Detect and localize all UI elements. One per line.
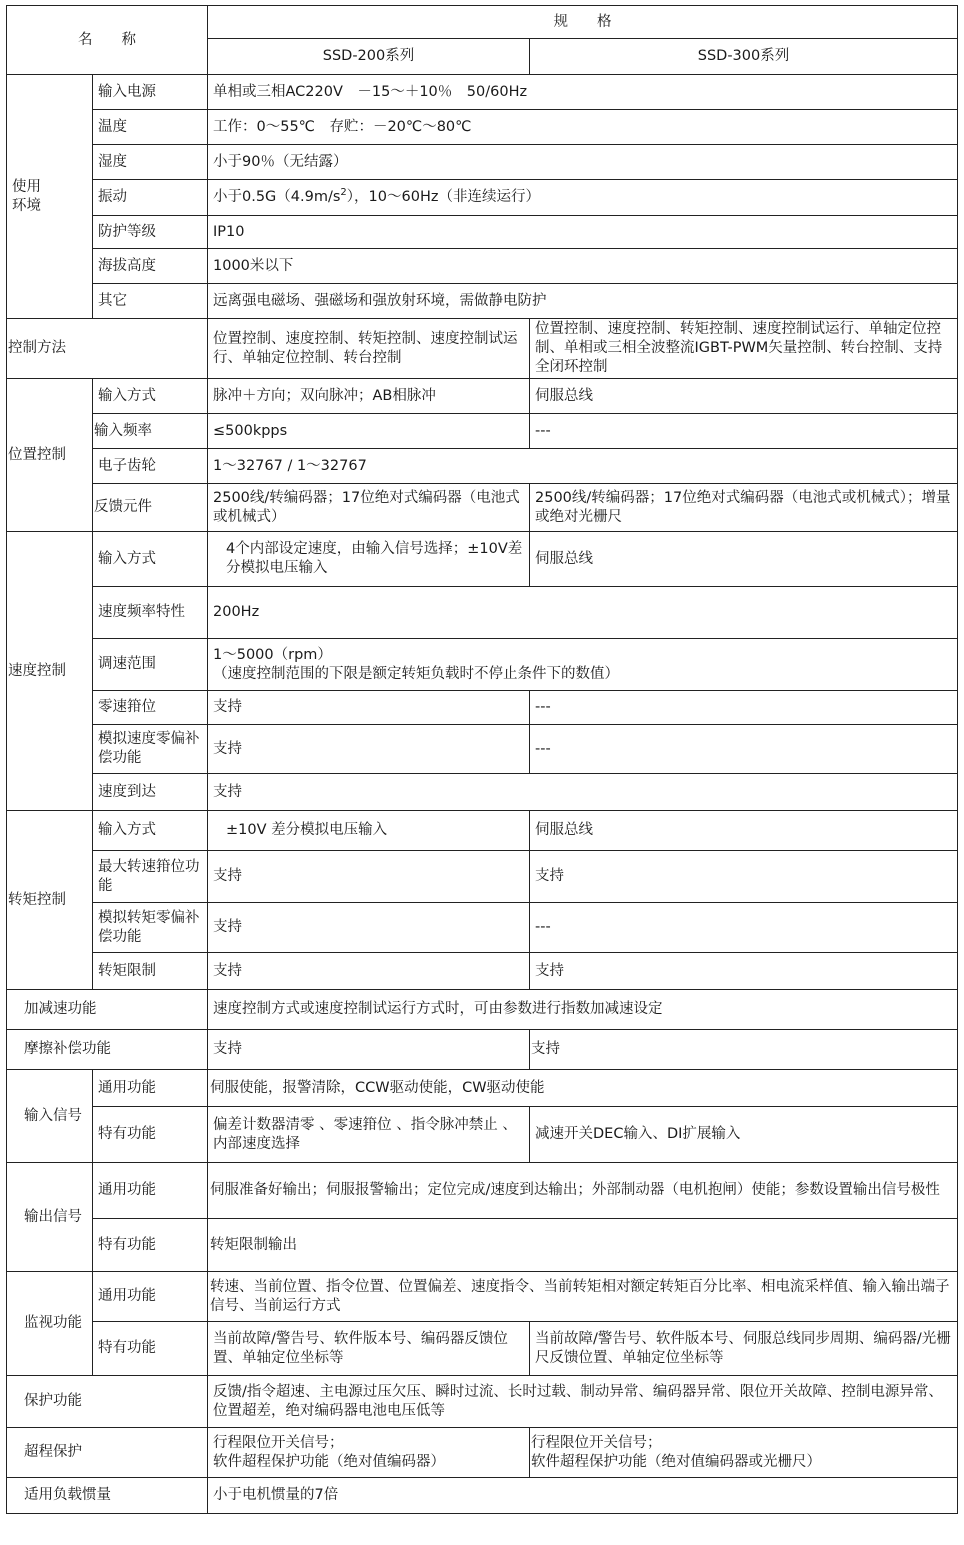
header-ssd200: SSD-200系列 xyxy=(208,39,530,75)
env-other-value: 远离强电磁场、强磁场和强放射环境，需做静电防护 xyxy=(208,284,958,319)
overtravel-ssd300-line-2: 软件超程保护功能（绝对值编码器或光栅尺） xyxy=(531,1453,821,1470)
position-input-mode-200: 脉冲＋方向；双向脉冲；AB相脉冲 xyxy=(208,379,530,414)
position-feedback-label: 反馈元件 xyxy=(93,484,208,532)
torque-label: 转矩控制 xyxy=(7,811,93,990)
env-humidity-label: 湿度 xyxy=(93,145,208,180)
overtravel-ssd200-line-2: 软件超程保护功能（绝对值编码器） xyxy=(213,1453,445,1470)
torque-input-mode-300: 伺服总线 xyxy=(530,811,958,851)
inertia-label: 适用负载惯量 xyxy=(7,1478,208,1514)
position-input-mode-300: 伺服总线 xyxy=(530,379,958,414)
position-label: 位置控制 xyxy=(7,379,93,532)
speed-range-line-1: 1～5000（rpm） xyxy=(213,646,332,663)
env-altitude-label: 海拔高度 xyxy=(93,249,208,284)
speed-zero-clamp-200: 支持 xyxy=(208,691,530,725)
output-signal-special-value: 转矩限制输出 xyxy=(208,1219,958,1272)
position-gear-value: 1～32767 / 1～32767 xyxy=(208,449,958,484)
speed-input-mode-300: 伺服总线 xyxy=(530,532,958,587)
overtravel-ssd200-line-1: 行程限位开关信号； xyxy=(213,1434,344,1451)
overtravel-ssd300 xyxy=(530,1428,958,1478)
inertia-value: 小于电机惯量的7倍 xyxy=(208,1478,958,1514)
env-ip-value: IP10 xyxy=(208,216,958,249)
overtravel-label: 超程保护 xyxy=(7,1428,208,1478)
torque-max-speed-300: 支持 xyxy=(530,851,958,903)
input-signal-special-200: 偏差计数器清零 、零速箝位 、指令脉冲禁止 、 内部速度选择 xyxy=(208,1107,530,1163)
monitor-common-value: 转速、当前位置、指令位置、位置偏差、速度指令、当前转矩相对额定转矩百分比率、相电流采样值、输入输出端子信号、当前运行方式 xyxy=(208,1272,958,1322)
input-signal-common-value: 伺服使能，报警清除，CCW驱动使能，CW驱动使能 xyxy=(208,1070,958,1107)
speed-analog-zero-label: 模拟速度零偏补偿功能 xyxy=(93,725,208,774)
torque-analog-zero-label: 模拟转矩零偏补偿功能 xyxy=(93,903,208,953)
speed-zero-clamp-label: 零速箝位 xyxy=(93,691,208,725)
env-label: 使用 环境 xyxy=(7,75,93,319)
env-vibration-label: 振动 xyxy=(93,180,208,216)
position-gear-label: 电子齿轮 xyxy=(93,449,208,484)
speed-input-mode-label: 输入方式 xyxy=(93,532,208,587)
input-signal-common-label: 通用功能 xyxy=(93,1070,208,1107)
position-input-mode-label: 输入方式 xyxy=(93,379,208,414)
output-signal-special-label: 特有功能 xyxy=(93,1219,208,1272)
header-ssd300: SSD-300系列 xyxy=(530,39,958,75)
env-vibration-value xyxy=(208,180,958,216)
speed-analog-zero-300: --- xyxy=(530,725,958,774)
torque-limit-300: 支持 xyxy=(530,953,958,990)
position-feedback-200: 2500线/转编码器；17位绝对式编码器（电池式或机械式） xyxy=(208,484,530,532)
speed-input-mode-200: 4个内部设定速度，由输入信号选择；±10V差分模拟电压输入 xyxy=(208,532,530,587)
output-signal-label: 输出信号 xyxy=(7,1163,93,1272)
torque-input-mode-200: ±10V 差分模拟电压输入 xyxy=(208,811,530,851)
control-method-label: 控制方法 xyxy=(7,319,208,379)
env-vibration-value-b: ），10～60Hz（非连续运行） xyxy=(346,189,540,205)
env-vibration-value-a: 小于0.5G（4.9m/s xyxy=(213,189,341,205)
friction-label: 摩擦补偿功能 xyxy=(7,1030,208,1070)
torque-analog-zero-200: 支持 xyxy=(208,903,530,953)
input-signal-special-label: 特有功能 xyxy=(93,1107,208,1163)
position-freq-label: 输入频率 xyxy=(93,414,208,449)
overtravel-ssd200 xyxy=(208,1428,530,1478)
env-temp-value: 工作：0～55℃ 存贮：－20℃～80℃ xyxy=(208,110,958,145)
friction-ssd300: 支持 xyxy=(530,1030,958,1070)
header-name: 名 称 xyxy=(7,6,208,75)
monitor-label: 监视功能 xyxy=(7,1272,93,1376)
monitor-special-200: 当前故障/警告号、软件版本号、编码器反馈位置、单轴定位坐标等 xyxy=(208,1322,530,1376)
env-power-label: 输入电源 xyxy=(93,75,208,110)
position-feedback-300: 2500线/转编码器；17位绝对式编码器（电池式或机械式）；增量或绝对光栅尺 xyxy=(530,484,958,532)
speed-zero-clamp-300: --- xyxy=(530,691,958,725)
protection-value: 反馈/指令超速、主电源过压欠压、瞬时过流、长时过载、制动异常、编码器异常、限位开关故障、控制电源异常、位置超差，绝对编码器电池电压低等 xyxy=(208,1376,958,1428)
speed-range-line-2: （速度控制范围的下限是额定转矩负载时不停止条件下的数值） xyxy=(213,665,619,682)
speed-label: 速度控制 xyxy=(7,532,93,811)
env-temp-label: 温度 xyxy=(93,110,208,145)
speed-analog-zero-200: 支持 xyxy=(208,725,530,774)
monitor-common-label: 通用功能 xyxy=(93,1272,208,1322)
accel-value: 速度控制方式或速度控制试运行方式时，可由参数进行指数加减速设定 xyxy=(208,990,958,1030)
env-altitude-value: 1000米以下 xyxy=(208,249,958,284)
env-ip-label: 防护等级 xyxy=(93,216,208,249)
torque-limit-label: 转矩限制 xyxy=(93,953,208,990)
header-spec: 规 格 xyxy=(208,6,958,39)
control-method-ssd300: 位置控制、速度控制、转矩控制、速度控制试运行、单轴定位控制、单相或三相全波整流IGBT-PWM矢量控制、转台控制、支持全闭环控制 xyxy=(530,319,958,379)
speed-reach-label: 速度到达 xyxy=(93,774,208,811)
output-signal-common-value: 伺服准备好输出；伺服报警输出；定位完成/速度到达输出；外部制动器（电机抱闸）使能；参数设置输出信号极性 xyxy=(208,1163,958,1219)
monitor-special-300: 当前故障/警告号、软件版本号、伺服总线同步周期、编码器/光栅尺反馈位置、单轴定位坐标等 xyxy=(530,1322,958,1376)
speed-freq-value: 200Hz xyxy=(208,587,958,639)
torque-analog-zero-300: --- xyxy=(530,903,958,953)
spec-table xyxy=(6,5,958,1514)
input-signal-label: 输入信号 xyxy=(7,1070,93,1163)
speed-range-value xyxy=(208,639,958,691)
monitor-special-label: 特有功能 xyxy=(93,1322,208,1376)
env-vibration-value-sup: 2 xyxy=(340,187,347,199)
speed-reach-value: 支持 xyxy=(208,774,958,811)
position-freq-300: --- xyxy=(530,414,958,449)
position-freq-200: ≤500kpps xyxy=(208,414,530,449)
torque-limit-200: 支持 xyxy=(208,953,530,990)
torque-max-speed-200: 支持 xyxy=(208,851,530,903)
speed-range-label: 调速范围 xyxy=(93,639,208,691)
env-power-value: 单相或三相AC220V －15～＋10％ 50/60Hz xyxy=(208,75,958,110)
env-other-label: 其它 xyxy=(93,284,208,319)
speed-freq-label: 速度频率特性 xyxy=(93,587,208,639)
accel-label: 加减速功能 xyxy=(7,990,208,1030)
control-method-ssd200: 位置控制、速度控制、转矩控制、速度控制试运行、单轴定位控制、转台控制 xyxy=(208,319,530,379)
torque-max-speed-label: 最大转速箝位功能 xyxy=(93,851,208,903)
torque-input-mode-label: 输入方式 xyxy=(93,811,208,851)
friction-ssd200: 支持 xyxy=(208,1030,530,1070)
env-humidity-value: 小于90％（无结露） xyxy=(208,145,958,180)
overtravel-ssd300-line-1: 行程限位开关信号； xyxy=(531,1434,662,1451)
protection-label: 保护功能 xyxy=(7,1376,208,1428)
input-signal-special-300: 减速开关DEC输入、DI扩展输入 xyxy=(530,1107,958,1163)
output-signal-common-label: 通用功能 xyxy=(93,1163,208,1219)
